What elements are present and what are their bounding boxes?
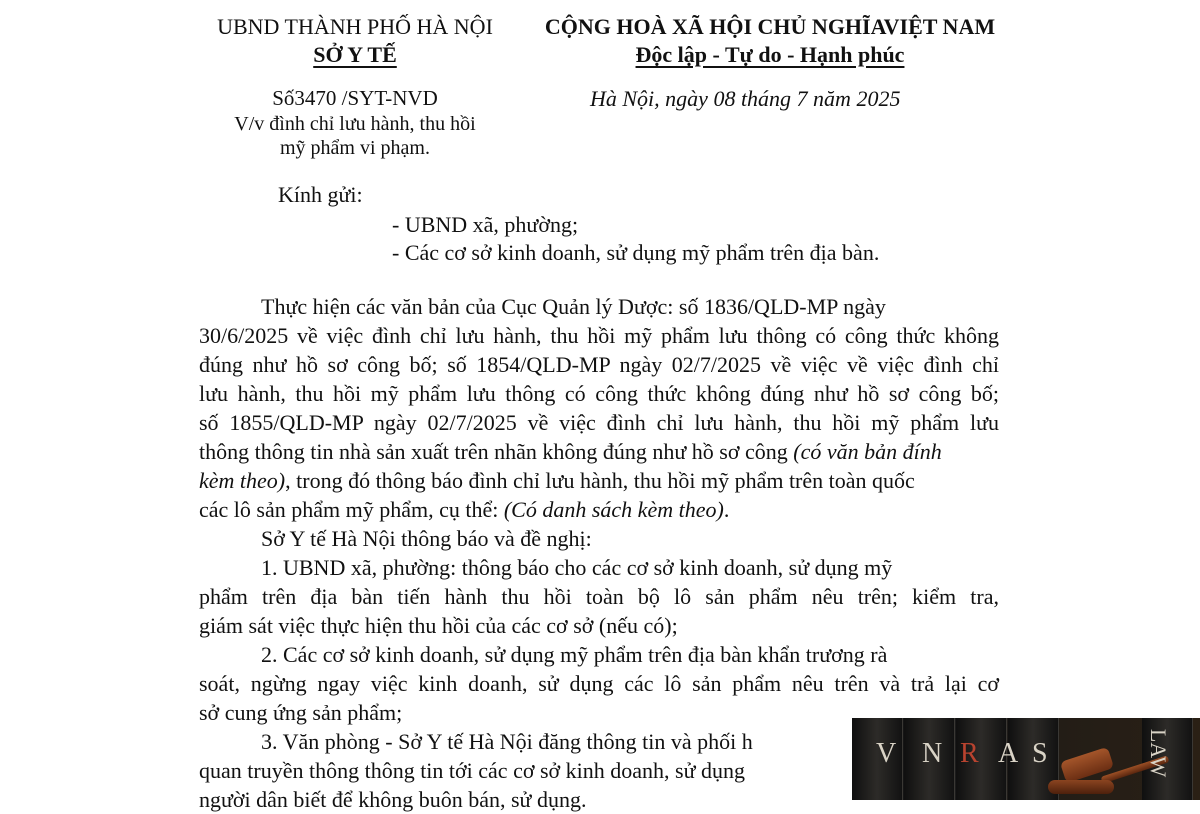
recipient-item: - UBND xã, phường; xyxy=(392,212,579,237)
issuing-agency: UBND THÀNH PHỐ HÀ NỘI xyxy=(217,14,493,39)
paragraph-line: Thực hiện các văn bản của Cục Quản lý Dược: số 1836/QLD-MP ngày xyxy=(261,294,886,319)
national-title: CỘNG HOÀ XÃ HỘI CHỦ NGHĨAVIỆT NAM xyxy=(544,14,996,39)
recipient-item: - Các cơ sở kinh doanh, sử dụng mỹ phẩm trên địa bàn. xyxy=(392,240,880,265)
item-line: phẩm trên địa bàn tiến hành thu hồi toàn bộ lô sản phẩm nêu trên; kiểm tra, xyxy=(199,584,999,609)
gavel-base-icon xyxy=(1048,780,1114,794)
paragraph-line xyxy=(199,495,729,524)
paragraph-line xyxy=(199,437,942,466)
logo-letter: N xyxy=(922,738,944,769)
request-intro: Sở Y tế Hà Nội thông báo và đề nghị: xyxy=(261,526,592,551)
logo-letter: S xyxy=(1032,738,1049,769)
paragraph-line: đúng như hồ sơ công bố; số 1854/QLD-MP ngày 02/7/2025 về việc về việc đình chỉ xyxy=(199,352,999,377)
department-name: SỞ Y TẾ xyxy=(313,42,397,67)
logo-letter: A xyxy=(998,738,1020,769)
paragraph-line: 30/6/2025 về việc đình chỉ lưu hành, thu hồi mỹ phẩm lưu thông có công thức không xyxy=(199,323,999,348)
logo-letter: V xyxy=(876,738,898,769)
vnras-law-logo xyxy=(852,718,1200,800)
item-line: 3. Văn phòng - Sở Y tế Hà Nội đăng thông tin và phối h xyxy=(261,729,753,754)
paragraph-text: . xyxy=(723,497,730,522)
subject-line-1: V/v đình chỉ lưu hành, thu hồi xyxy=(234,113,476,135)
item-line: quan truyền thông thông tin tới các cơ sở kinh doanh, sử dụng xyxy=(199,758,746,783)
issuing-department xyxy=(195,42,515,68)
paragraph-text: các lô sản phẩm mỹ phẩm, cụ thể: xyxy=(199,497,504,522)
item-line: người dân biết để không buôn bán, sử dụng. xyxy=(199,787,587,812)
paragraph-line: số 1855/QLD-MP ngày 02/7/2025 về việc đình chỉ lưu hành, thu hồi mỹ phẩm lưu xyxy=(199,410,999,435)
document-number: Số3470 /SYT-NVD xyxy=(272,86,438,110)
greeting: Kính gửi: xyxy=(278,182,363,207)
item-line: soát, ngừng ngay việc kinh doanh, sử dụng các lô sản phẩm nêu trên và trả lại cơ xyxy=(199,671,999,696)
item-line: 1. UBND xã, phường: thông báo cho các cơ sở kinh doanh, sử dụng mỹ xyxy=(261,555,893,580)
item-line: 2. Các cơ sở kinh doanh, sử dụng mỹ phẩm trên địa bàn khẩn trương rà xyxy=(261,642,888,667)
item-line: sở cung ứng sản phẩm; xyxy=(199,700,403,725)
paragraph-text: , trong đó thông báo đình chỉ lưu hành, thu hồi mỹ phẩm trên toàn quốc xyxy=(285,468,915,493)
logo-law-text: LAW xyxy=(1145,728,1171,778)
motto-text: Độc lập - Tự do - Hạnh phúc xyxy=(635,42,905,67)
paragraph-text: thông thông tin nhà sản xuất trên nhãn không đúng như hồ sơ công xyxy=(199,439,794,464)
document-date: Hà Nội, ngày 08 tháng 7 năm 2025 xyxy=(590,86,901,111)
logo-letter: R xyxy=(960,738,980,769)
paragraph-line xyxy=(199,466,915,495)
attachment-note: kèm theo) xyxy=(199,468,286,493)
national-motto xyxy=(525,42,1015,68)
attachment-note: (có văn bản đính xyxy=(793,439,942,464)
item-line: giám sát việc thực hiện thu hồi của các cơ sở (nếu có); xyxy=(199,613,678,638)
attachment-list-note: (Có danh sách kèm theo) xyxy=(503,497,724,522)
subject-line-2: mỹ phẩm vi phạm. xyxy=(280,137,430,159)
paragraph-line: lưu hành, thu hồi mỹ phẩm lưu thông có công thức không đúng như hồ sơ công bố; xyxy=(199,381,999,406)
